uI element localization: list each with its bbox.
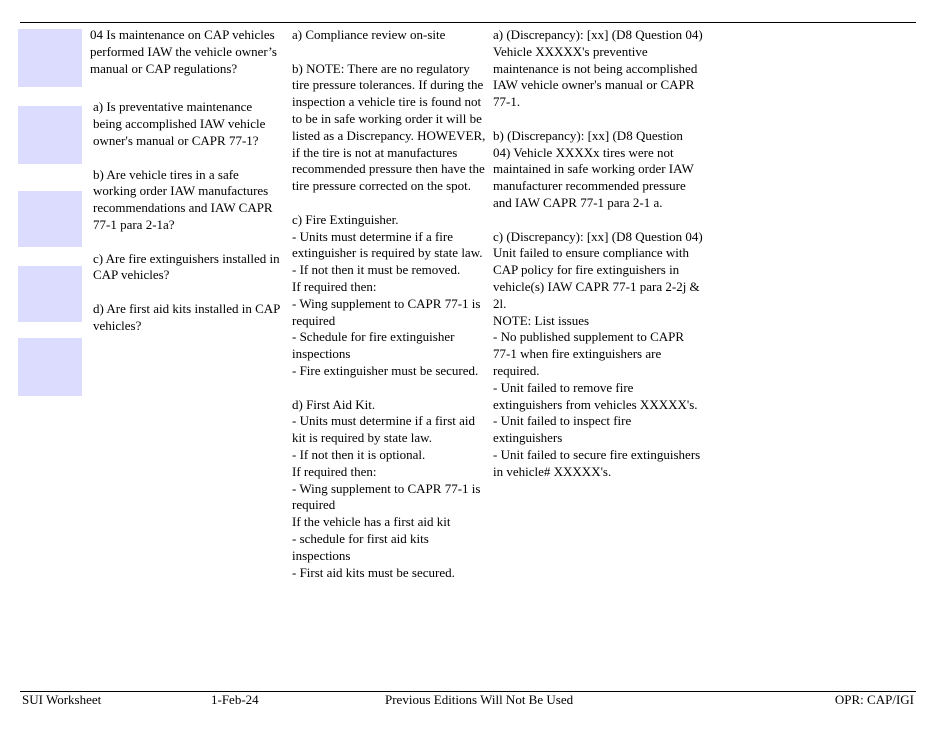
guidance-d-line: - If not then it is optional. xyxy=(292,446,426,462)
guidance-a: a) Compliance review on-site xyxy=(292,27,446,42)
marker-box-a xyxy=(18,106,82,164)
guidance-d-line: - Wing supplement to CAPR 77-1 is required xyxy=(292,480,481,513)
footer-editions-notice: Previous Editions Will Not Be Used xyxy=(385,692,574,707)
guidance-d-line: If required then: xyxy=(292,463,377,479)
discrepancy-c-line: - Unit failed to secure fire extinguishers in vehicle# XXXXX's. xyxy=(493,446,701,479)
guidance-c-line: - Wing supplement to CAPR 77-1 is required xyxy=(292,295,481,328)
guidance-c-line: - Schedule for fire extinguisher inspections xyxy=(292,329,455,362)
guidance-column xyxy=(292,27,488,581)
discrepancy-c-line: - No published supplement to CAPR 77-1 when fire extinguishers are required. xyxy=(493,329,685,378)
footer-date: 1-Feb-24 xyxy=(211,692,259,707)
discrepancy-column xyxy=(493,27,703,481)
discrepancy-a: a) (Discrepancy): [xx] (D8 Question 04) Vehicle XXXXX's preventive maintenance is not being accomplished IAW vehicle owner's manual or CAPR 77-1. xyxy=(493,27,703,110)
discrepancy-c-line: - Unit failed to remove fire extinguishers from vehicles XXXXX's. xyxy=(493,379,698,412)
discrepancy-b: b) (Discrepancy): [xx] (D8 Question 04) Vehicle XXXXx tires were not maintained in safe working order IAW manufacturer recommended pressure and IAW CAPR 77-1 para 2-1 a. xyxy=(493,127,694,210)
guidance-c-line: If required then: xyxy=(292,278,377,294)
discrepancy-c-line: c) (Discrepancy): [xx] (D8 Question 04) Unit failed to ensure compliance with CAP policy for fire extinguishers in vehicle(s) IAW CAPR 77-1 para 2-2j & 2l. xyxy=(493,228,703,311)
marker-box-b xyxy=(18,191,82,247)
guidance-d-line: If the vehicle has a first aid kit xyxy=(292,514,451,530)
guidance-d-line: - schedule for first aid kits inspections xyxy=(292,530,429,563)
guidance-c-line: - If not then it must be removed. xyxy=(292,262,461,278)
question-column xyxy=(90,27,280,335)
subquestion-d: d) Are first aid kits installed in CAP vehicles? xyxy=(93,300,280,333)
marker-box-c xyxy=(18,266,82,322)
guidance-d-line: d) First Aid Kit. xyxy=(292,396,376,412)
footer-worksheet-label: SUI Worksheet xyxy=(22,692,102,707)
subquestion-c: c) Are fire extinguishers installed in CAP vehicles? xyxy=(93,250,280,283)
subquestion-b: b) Are vehicle tires in a safe working order IAW manufactures recommendations and IAW CAPR 77-1 para 2-1a? xyxy=(93,166,273,232)
marker-box-question xyxy=(18,29,82,87)
footer-opr: OPR: CAP/IGI xyxy=(834,692,914,707)
guidance-b: b) NOTE: There are no regulatory tire pressure tolerances. If during the inspection a vehicle tire is found not to be in safe working order it will be listed as a Discrepancy. HOWEVER, if the tire is not at manufactures recommended pressure then have the tire pressure corrected on the spot. xyxy=(292,60,486,194)
guidance-c-line: c) Fire Extinguisher. xyxy=(292,211,399,227)
guidance-d-line: - Units must determine if a first aid kit is required by state law. xyxy=(292,413,476,446)
top-rule xyxy=(20,22,916,23)
discrepancy-c-line: - Unit failed to inspect fire extinguishers xyxy=(493,413,632,446)
question-title: 04 Is maintenance on CAP vehicles performed IAW the vehicle owner’s manual or CAP regulations? xyxy=(90,27,277,76)
guidance-c-line: - Units must determine if a fire extinguisher is required by state law. xyxy=(292,228,483,261)
discrepancy-c-line: NOTE: List issues xyxy=(493,312,590,328)
guidance-c-line: - Fire extinguisher must be secured. xyxy=(292,362,479,378)
marker-box-d xyxy=(18,338,82,396)
subquestion-a: a) Is preventative maintenance being accomplished IAW vehicle owner's manual or CAPR 77-1? xyxy=(93,99,266,148)
guidance-d-line: - First aid kits must be secured. xyxy=(292,564,455,580)
